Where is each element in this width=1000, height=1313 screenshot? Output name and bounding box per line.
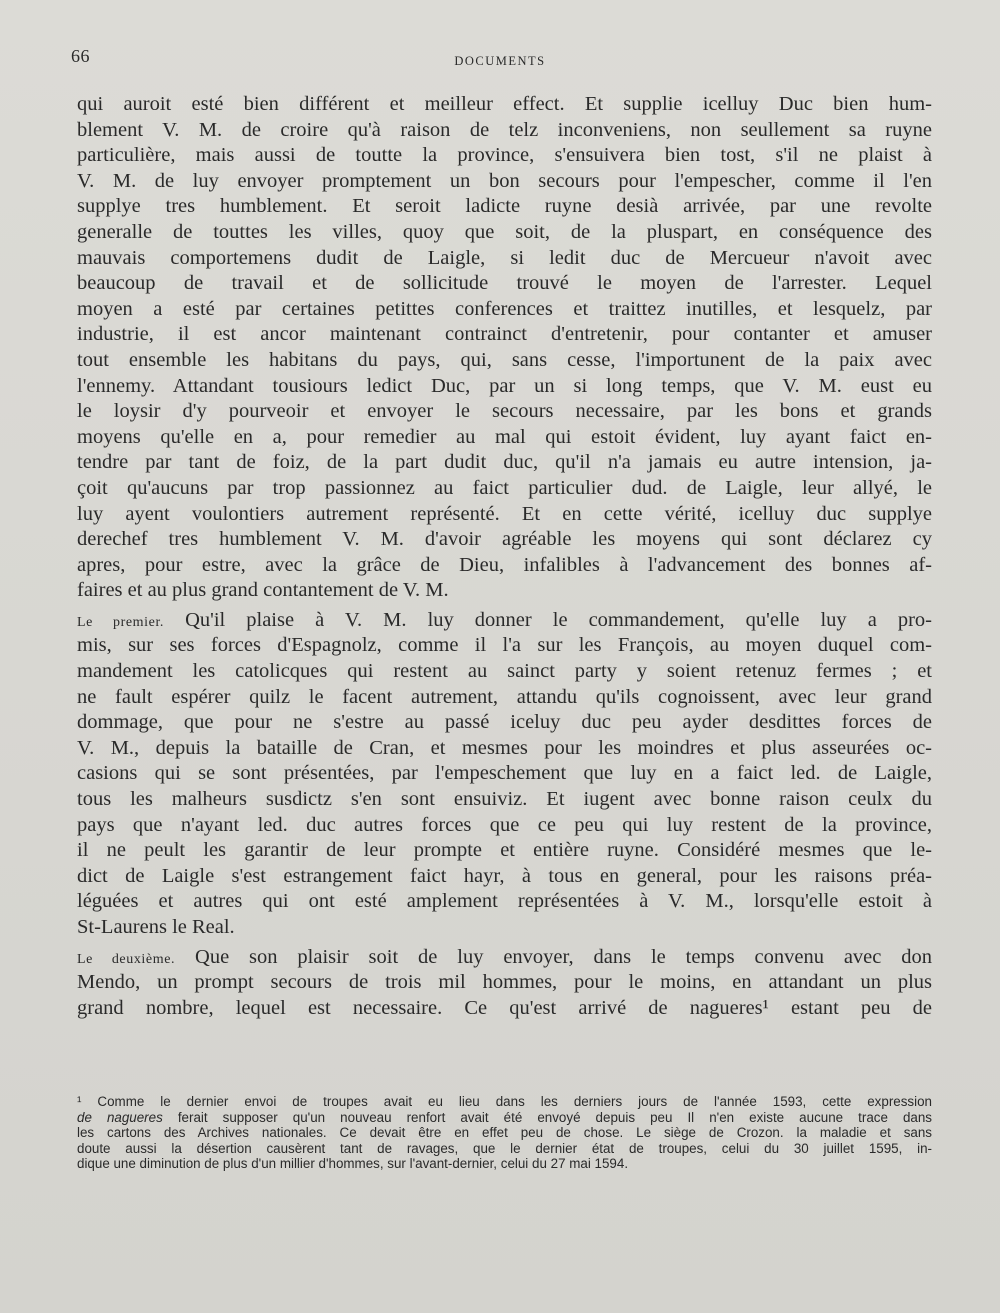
body-text	[77, 92, 932, 1021]
text-line: generalle de touttes les villes, quoy que soit, de la pluspart, en conséquence des	[77, 220, 932, 243]
text-line: casions qui se sont présentées, par l'empeschement que luy en a faict led. de Laigle,	[77, 762, 932, 785]
text-line: blement V. M. de croire qu'à raison de telz inconveniens, non seullement sa ruyne	[77, 118, 932, 141]
text-line: derechef tres humblement V. M. d'avoir agréable les moyens qui sont déclarez cy	[77, 528, 932, 551]
text-line: dommage, que pour ne s'estre au passé iceluy duc peu ayder desdittes forces de	[77, 711, 932, 734]
text-line: moyens qu'elle en a, pour remedier au mal qui estoit évident, luy ayant faict en-	[77, 425, 932, 448]
text-line: le loysir d'y pourveoir et envoyer le secours necessaire, par les bons et grands	[77, 400, 932, 423]
footnote-line: doute aussi la désertion causèrent tant de ravages, que le dernier état de troupes, celui du 30 juillet 1595, in-	[77, 1140, 932, 1156]
text-line: moyen a esté par certaines petittes conferences et traittez inutilles, et lesquelz, par	[77, 297, 932, 320]
text-line	[77, 945, 932, 971]
text-line: ne fault espérer quilz le facent autrement, attandu qu'ils cognoissent, avec leur grand	[77, 685, 932, 708]
footnote-line: dique une diminution de plus d'un millier d'hommes, sur l'avant-dernier, celui du 27 mai 1594.	[77, 1156, 629, 1172]
text-run: ferait supposer qu'un nouveau renfort avait été envoyé depuis peu Il n'en existe aucune trace dans	[162, 1109, 932, 1125]
text-line: St-Laurens le Real.	[77, 916, 235, 938]
section-lead: Le deuxième.	[77, 951, 176, 967]
text-line: il ne peult les garantir de leur prompte et entière ruyne. Considéré mesmes que le-	[77, 839, 932, 862]
text-run: Qu'il plaise à V. M. luy donner le commandement, qu'elle luy a pro-	[164, 608, 933, 631]
text-line: çoit qu'aucuns par trop passionnez au faict particulier dud. de Laigle, leur allyé, le	[77, 476, 932, 499]
footnote	[77, 1094, 932, 1172]
footnote-line	[77, 1094, 932, 1110]
text-line: beaucoup de travail et de sollicitude trouvé le moyen de l'arrester. Lequel	[77, 272, 932, 295]
text-line: tendre par tant de foiz, de la part dudit duc, qu'il n'a jamais eu autre intension, ja-	[77, 451, 932, 474]
text-run: Que son plaisir soit de luy envoyer, dans le temps convenu avec don	[175, 945, 932, 968]
text-line: léguées et autres qui ont esté amplement représentées à V. M., lorsqu'elle estoit à	[77, 890, 932, 913]
text-line: l'ennemy. Attandant tousiours ledict Duc, par un si long temps, que V. M. eust eu	[77, 374, 932, 397]
paragraph-1	[77, 92, 932, 604]
section-lead: Le premier.	[77, 614, 165, 630]
text-line: industrie, il est ancor maintenant contrainct d'entretenir, pour contanter et amuser	[77, 323, 932, 346]
italic-term: de nagueres	[77, 1109, 163, 1125]
text-line: pays que n'ayant led. duc autres forces que ce peu qui luy restent de la province,	[77, 813, 932, 836]
text-line: mis, sur ses forces d'Espagnolz, comme il l'a sur les François, au moyen duquel com-	[77, 634, 932, 657]
paragraph-3	[77, 945, 932, 1022]
text-line: V. M., depuis la bataille de Cran, et mesmes pour les moindres et plus asseurées oc-	[77, 736, 932, 759]
footnote-line	[77, 1110, 932, 1126]
footnote-line: les cartons des Archives nationales. Ce devait être en effet peu de chose. Le siège de Crozon. la maladie et sans	[77, 1125, 932, 1141]
text-line: grand nombre, lequel est necessaire. Ce qu'est arrivé de nagueres¹ estant peu de	[77, 996, 932, 1019]
text-line: tous les malheurs susdictz s'en sont ensuiviz. Et iugent avec bonne raison ceulx du	[77, 788, 932, 811]
text-line: V. M. de luy envoyer promptement un bon secours pour l'empescher, comme il l'en	[77, 169, 932, 192]
text-line: tout ensemble les habitans du pays, qui, sans cesse, l'importunent de la paix avec	[77, 348, 932, 371]
text-line: mandement les catolicques qui restent au sainct party y soient retenuz fermes ; et	[77, 660, 932, 683]
text-line	[77, 608, 932, 634]
page-number: 66	[71, 46, 90, 66]
text-line: qui auroit esté bien différent et meilleur effect. Et supplie icelluy Duc bien hum-	[77, 93, 932, 115]
text-line: faires et au plus grand contantement de V. M.	[77, 579, 449, 602]
footnote-marker: ¹	[77, 1094, 82, 1109]
text-line: dict de Laigle s'est estrangement faict hayr, à tous en general, pour les raisons préa-	[77, 864, 932, 887]
text-line: supplye tres humblement. Et seroit ladicte ruyne desià arrivée, par une revolte	[77, 195, 932, 218]
text-run: Comme le dernier envoi de troupes avait eu lieu dans les derniers jours de l'année 1593, cette expression	[81, 1094, 932, 1109]
paragraph-2	[77, 608, 932, 941]
text-line: Mendo, un prompt secours de trois mil hommes, pour le moins, en attandant un plus	[77, 971, 932, 994]
text-line: mauvais comportemens dudit de Laigle, si ledit duc de Mercueur n'avoit avec	[77, 246, 932, 269]
text-line: apres, pour estre, avec la grâce de Dieu, infalibles à l'advancement des bonnes af-	[77, 553, 932, 576]
text-line: luy ayent voulontiers autrement représenté. Et en cette vérité, icelluy duc supplye	[77, 502, 932, 525]
text-line: particulière, mais aussi de toutte la province, s'ensuivera bien tost, s'il ne plaist à	[77, 144, 932, 167]
running-head: DOCUMENTS	[454, 54, 546, 68]
